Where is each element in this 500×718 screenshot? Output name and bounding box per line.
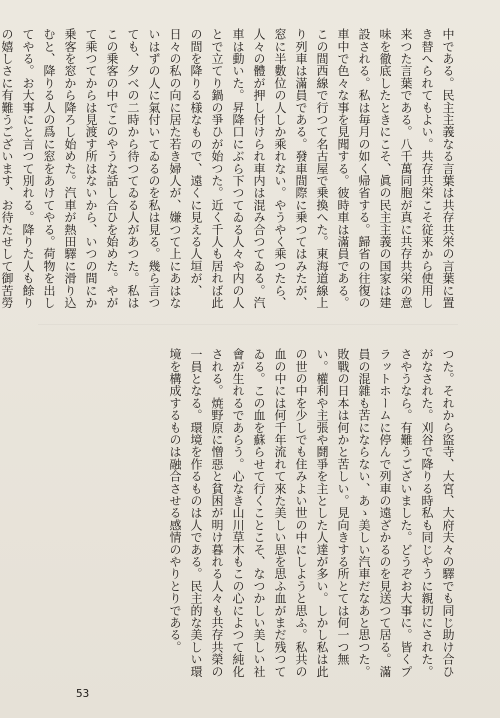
section-divider xyxy=(38,324,458,325)
page-number: 53 xyxy=(76,687,90,700)
top-vertical-text-block: 中である。民主主義なる言葉は共存共栄の言葉に置き替へられてもよい。共存共栄こそ従来から使用し来つた言葉である。八千萬同胞が真に共存共栄の意味を徹底したときにこそ、眞の民主主義の国家は建設される。私は毎月の如く帰省する。歸省の往復の車中で色々な事を見聞する。彼時車は滿員である。この間西線で行つて名古屋で乗換へた。東海道線上り列車は滿員である。發車間際に乗つてはみたが、窓に半數位の人しか乘れない。やうやく乘つたら、人々の體が押し付けられ車内は混み合つてゐる。汽車は動いた。昇降口にぶら下つてゐる人々や内の人とで立てり鍋の爭ひが始つた。近く千人も居れば此の間を降りる様なもので、遠くに見える人垣が、日々の私の向に居た若き婦人が、嫌つて上にあはないはずの人に氣付いてゐるのを私は見る。幾ら言つても、夕べの二時から待つてゐる人があつた。私はこの乗客の中でこのやうな話し合ひを始めた。やがて乘つてからは見渡す所はないから、いつの間にか乗客を窓から降ろし始めた。汽車が熱田驛に滑り込むと、降りる人の爲に窓をあけてやる。荷物を出してやる。お大事にと言つて別れる。降りた人も餘りの嬉しさに有難うございます、お待たせして御苦勞 xyxy=(0,28,455,309)
bottom-vertical-text-block: つた。それから盜寺、大宮、大府夫々の驛でも同じ助け合ひがなされた。刈谷で降りる時私も同じやうに親切にされた。さやうなら。有難うございました。どうぞお大事に。皆くプラットホームに停んで列車の遠ざかるのを見送つて居る。滿員の混雜も苦にならない、あゝ美しい汽車だなあと思つた。敗戰の日本は何かと苦しい。見向きする所とては何一つ無い。權利や主張や鬪爭を主とした人達が多い。しかし私は此の世の中を少しでも住みよい世の中にしようと思ふ。私共の血の中には何千年流れて來た美しい思を思ふ血がまだ残つてゐる。この血を蘇らせて行くことこそ、なつかしい美しい社會が生れるであらう。心なき山川草木もこの心によつて純化される。焼野原に憎惡と貧困が明け暮れる人々も共存共榮の一員となる。環境を作るものは人である。民主的な美しい環境を構成するものは融合させる感情のやりとりである。 xyxy=(168,348,455,678)
